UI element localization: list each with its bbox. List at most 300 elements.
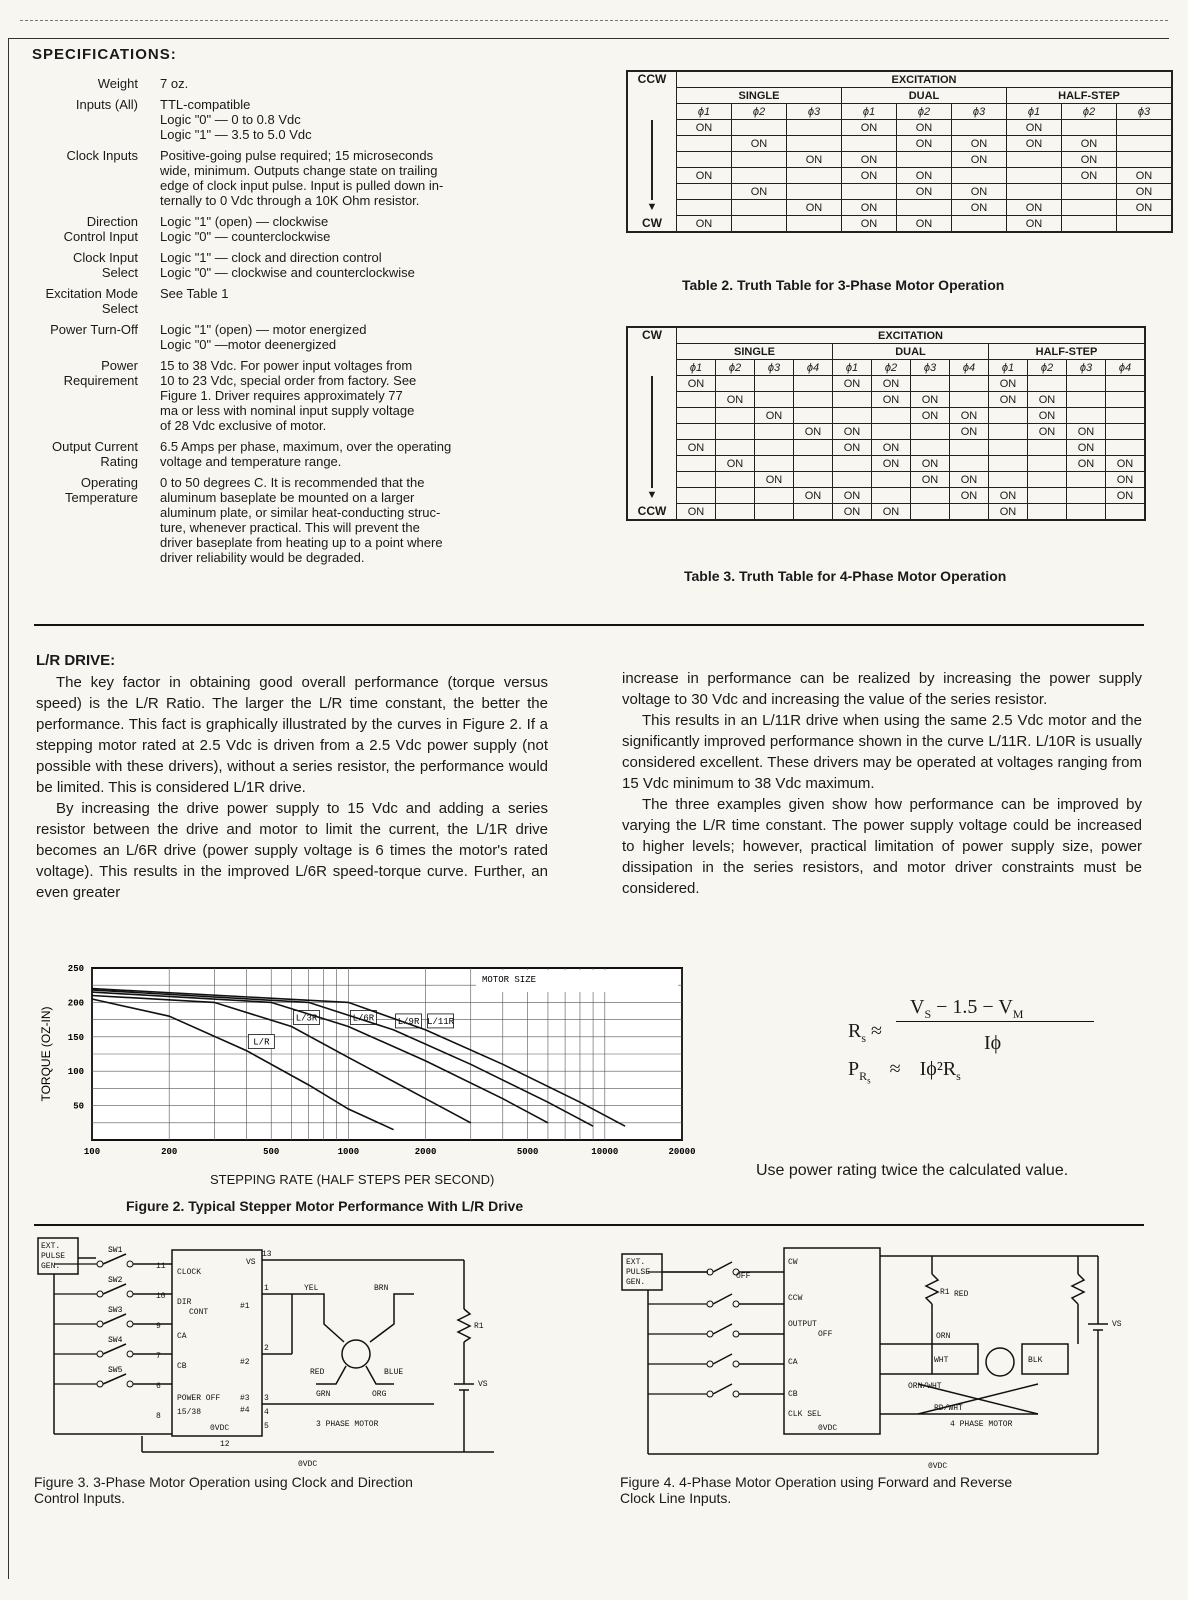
spec-value <box>160 322 590 352</box>
prs-rhs: Iϕ²R <box>919 1058 957 1080</box>
prs-rhs-sub: s <box>956 1069 961 1083</box>
table-cell: ON <box>732 184 787 200</box>
table-cell: ON <box>1106 472 1146 488</box>
table-cell <box>787 216 842 233</box>
spec-row <box>30 358 590 433</box>
table-cell <box>1067 376 1106 392</box>
chart-x-axis-label: STEPPING RATE (HALF STEPS PER SECOND) <box>210 1172 495 1187</box>
resistor-label: R1 <box>474 1322 484 1331</box>
spec-value-line: ternally to 0 Vdc through a 10K Ohm resistor. <box>160 193 420 208</box>
table-direction-bottom: CW <box>627 216 677 233</box>
table-cell: ON <box>952 152 1007 168</box>
table-cell <box>677 136 732 152</box>
table-cell: ON <box>897 136 952 152</box>
prs-formula <box>848 1058 961 1085</box>
fraction-bar <box>896 1021 1094 1022</box>
spec-value-line: 7 oz. <box>160 76 189 91</box>
table-cell: ON <box>794 488 833 504</box>
resistor4-label: R1 <box>940 1288 950 1297</box>
legend-header: MOTOR SIZE <box>482 975 537 985</box>
spec-value-line: 10 to 23 Vdc, special order from factory. See <box>160 373 417 388</box>
table-cell: ON <box>677 216 732 233</box>
table-cell <box>872 472 911 488</box>
table-cell: ON <box>872 376 911 392</box>
table-row <box>627 440 1145 456</box>
table-cell: ON <box>1106 456 1146 472</box>
spec-label <box>30 76 160 91</box>
block-clock: CLOCK <box>177 1268 202 1277</box>
switch4-contact <box>707 1391 713 1397</box>
spec-label-line: Clock Input <box>72 250 138 265</box>
table-cell: ON <box>989 488 1028 504</box>
block-15-38: 15/38 <box>177 1408 202 1417</box>
table-cell <box>794 376 833 392</box>
switch4-contact <box>707 1331 713 1337</box>
table-cell <box>716 408 755 424</box>
switch4-contact <box>733 1361 739 1367</box>
top-margin-line <box>20 20 1168 21</box>
spec-value <box>160 148 590 208</box>
table-cell <box>1106 376 1146 392</box>
table-phase-header: ϕ3 <box>787 104 842 120</box>
spec-row <box>30 322 590 352</box>
table-cell <box>1067 392 1106 408</box>
table-cell <box>911 424 950 440</box>
spec-label-line: Inputs (All) <box>75 97 138 112</box>
table-phase-header: ϕ3 <box>755 360 794 376</box>
table-cell: ON <box>952 184 1007 200</box>
table-row <box>627 184 1172 200</box>
spec-label-line: Control Input <box>63 229 138 244</box>
ext-label-1: EXT. <box>41 1242 61 1251</box>
table-cell <box>732 152 787 168</box>
wire-yel: YEL <box>304 1284 319 1293</box>
pin-2: 2 <box>264 1344 269 1353</box>
spec-label <box>30 358 160 433</box>
ext-label-3: GEN. <box>41 1262 61 1271</box>
rs-symbol: R <box>848 1020 862 1042</box>
supply-label: VS <box>478 1380 488 1389</box>
spec-label-line: Power <box>101 358 138 373</box>
table-cell <box>950 504 989 521</box>
table-cell <box>950 376 989 392</box>
table-cell <box>950 440 989 456</box>
table-cell <box>1106 504 1146 521</box>
switch4-contact <box>707 1301 713 1307</box>
table-cell <box>989 440 1028 456</box>
switch4-lever <box>713 1354 732 1364</box>
table-3-wrapper <box>626 326 1146 521</box>
table-direction-arrow <box>627 184 677 200</box>
power-rating-note: Use power rating twice the calculated value. <box>756 1162 1069 1179</box>
block4-ccw: CCW <box>788 1294 803 1303</box>
table-cell <box>787 184 842 200</box>
lr-drive-right-column <box>622 668 1142 899</box>
table-cell: ON <box>897 120 952 136</box>
table-phase-header: ϕ1 <box>677 360 716 376</box>
table-group-header: SINGLE <box>677 88 842 104</box>
spec-value-line: Logic "1" (open) — motor energized <box>160 322 367 337</box>
spec-label <box>30 322 160 352</box>
table-phase-row <box>627 360 1145 376</box>
table-row <box>627 456 1145 472</box>
table-row <box>627 168 1172 184</box>
spec-value-line: Figure 1. Driver requires approximately 77 <box>160 388 403 403</box>
specifications-heading: SPECIFICATIONS: <box>32 46 177 63</box>
switch4-contact <box>733 1301 739 1307</box>
x-tick-label: 5000 <box>516 1147 539 1157</box>
spec-label <box>30 148 160 208</box>
spec-label <box>30 439 160 469</box>
table-cell: ON <box>1067 456 1106 472</box>
table-cell: ON <box>911 392 950 408</box>
prs-sub: R <box>859 1069 868 1083</box>
table-direction-arrow <box>627 392 677 408</box>
table-cell <box>1028 504 1067 521</box>
table-cell <box>1028 488 1067 504</box>
table-phase-header: ϕ3 <box>911 360 950 376</box>
x-tick-label: 200 <box>161 1147 178 1157</box>
figure-4-caption-line-2: Clock Line Inputs. <box>620 1490 732 1506</box>
table-cell <box>872 488 911 504</box>
pin-ph2: #2 <box>240 1358 250 1367</box>
table-cell <box>787 136 842 152</box>
supply4-label: VS <box>1112 1320 1122 1329</box>
ext4-label-1: EXT. <box>626 1258 646 1267</box>
figure-2-caption: Figure 2. Typical Stepper Motor Performance With L/R Drive <box>126 1198 524 1214</box>
table-cell <box>716 472 755 488</box>
figure-4-caption <box>620 1474 1012 1506</box>
spec-value-line: voltage and temperature range. <box>160 454 342 469</box>
table-cell <box>950 456 989 472</box>
table-cell: ON <box>872 392 911 408</box>
table-cell <box>787 168 842 184</box>
switch4-lever <box>713 1384 732 1394</box>
table-group-header: HALF-STEP <box>989 344 1146 360</box>
spec-label-line: Operating <box>80 475 138 490</box>
table-cell <box>716 488 755 504</box>
table-direction-bottom: CCW <box>627 504 677 521</box>
table-phase-header: ϕ4 <box>794 360 833 376</box>
switch-contact <box>97 1261 103 1267</box>
table-cell: ON <box>833 488 872 504</box>
spec-value-line: Logic "1" — 3.5 to 5.0 Vdc <box>160 127 312 142</box>
table-cell <box>677 456 716 472</box>
wire-blue: BLUE <box>384 1368 404 1377</box>
table-cell: ON <box>1067 424 1106 440</box>
spec-label <box>30 475 160 565</box>
block-vs: VS <box>246 1258 256 1267</box>
pin-12: 12 <box>220 1440 230 1449</box>
lr-drive-left-column <box>36 672 548 903</box>
pin-13: 13 <box>262 1250 272 1259</box>
table-row <box>627 136 1172 152</box>
switch-label: SW3 <box>108 1306 123 1315</box>
lr-paragraph-4: This results in an L/11R drive when using the same 2.5 Vdc motor and the significantly improved performance shown in the curve L/11R. L/10R is usually considered excellent. These drivers may be operated at voltages ranging from 15 Vdc minimum to 38 Vdc maximum. <box>622 712 1142 792</box>
table-cell: ON <box>1067 440 1106 456</box>
switch-contact <box>97 1381 103 1387</box>
table-cell <box>833 408 872 424</box>
pin-9: 9 <box>156 1322 161 1331</box>
table-cell <box>872 408 911 424</box>
rs-approx: ≈ <box>871 1020 882 1042</box>
spec-label <box>30 97 160 142</box>
pin-ph3: #3 <box>240 1394 250 1403</box>
table-cell <box>732 200 787 216</box>
table-cell <box>677 392 716 408</box>
table-cell <box>1106 424 1146 440</box>
table-cell: ON <box>1007 120 1062 136</box>
table-cell <box>716 504 755 521</box>
spec-value-line: aluminum baseplate be mounted on a larger <box>160 490 415 505</box>
ext-label-2: PULSE <box>41 1252 66 1261</box>
table-3-truth-table <box>626 326 1146 521</box>
table-cell: ON <box>950 424 989 440</box>
table-direction-arrow <box>627 168 677 184</box>
table-phase-header: ϕ1 <box>677 104 732 120</box>
spec-value-line: driver reliability would be degraded. <box>160 550 365 565</box>
table-group-header: SINGLE <box>677 344 833 360</box>
pin-4: 4 <box>264 1408 269 1417</box>
wire4-orn-wht: ORN/WHT <box>908 1382 942 1391</box>
block-power-off: POWER OFF <box>177 1394 221 1403</box>
wire-org: ORG <box>372 1390 387 1399</box>
table-cell: ON <box>755 472 794 488</box>
series-label: L/11R <box>427 1016 455 1027</box>
table-cell <box>787 120 842 136</box>
table-cell <box>833 472 872 488</box>
wire-red: RED <box>310 1368 325 1377</box>
lr-paragraph-2: By increasing the drive power supply to 15 Vdc and adding a series resistor between the drive and motor to limit the current, the L/1R drive becomes an L/6R drive (power supply voltage is 6 times the motor's rated voltage). This results in the improved L/6R speed-torque curve. Further, an even greater <box>36 800 548 901</box>
table-direction-arrow <box>627 136 677 152</box>
table-row <box>627 408 1145 424</box>
wire-brn: BRN <box>374 1284 389 1293</box>
table-cell: ON <box>677 168 732 184</box>
numerator-s: S <box>924 1007 932 1021</box>
table-cell: ON <box>950 472 989 488</box>
table-cell <box>732 168 787 184</box>
switch-lever <box>103 1254 126 1264</box>
spec-label <box>30 286 160 316</box>
table-row <box>627 472 1145 488</box>
x-tick-label: 2000 <box>414 1147 437 1157</box>
driver-block-4 <box>784 1248 880 1434</box>
numerator-mid: − 1.5 − V <box>931 996 1013 1018</box>
pin-11: 11 <box>156 1262 166 1271</box>
pin-1: 1 <box>264 1284 269 1293</box>
table-cell: ON <box>842 152 897 168</box>
switch-lever <box>103 1314 126 1324</box>
table-cell: ON <box>989 392 1028 408</box>
block4-ca: CA <box>788 1358 798 1367</box>
table-cell <box>1106 408 1146 424</box>
table-cell: ON <box>1028 408 1067 424</box>
spec-value-line: TTL-compatible <box>160 97 251 112</box>
switch4-off: OFF <box>736 1272 751 1281</box>
table-cell <box>1062 184 1117 200</box>
switch-label: SW1 <box>108 1246 123 1255</box>
table-cell <box>1067 408 1106 424</box>
spec-label <box>30 250 160 280</box>
table-direction-arrow <box>627 152 677 168</box>
spec-value-line: 6.5 Amps per phase, maximum, over the operating <box>160 439 452 454</box>
spec-value <box>160 214 590 244</box>
table-cell: ON <box>833 440 872 456</box>
spec-label-line: Rating <box>100 454 138 469</box>
table-cell: ON <box>950 408 989 424</box>
table-cell <box>911 440 950 456</box>
table-cell <box>677 152 732 168</box>
table-cell: ON <box>1062 152 1117 168</box>
table-phase-header: ϕ2 <box>872 360 911 376</box>
table-direction-top: CW <box>627 327 677 376</box>
block-dir: DIR <box>177 1298 192 1307</box>
spec-value <box>160 439 590 469</box>
x-tick-label: 500 <box>263 1147 280 1157</box>
table-cell: ON <box>989 376 1028 392</box>
table-cell: ON <box>833 376 872 392</box>
table-cell <box>755 392 794 408</box>
table-cell: ON <box>950 488 989 504</box>
table-cell <box>1106 392 1146 408</box>
table-cell <box>1067 488 1106 504</box>
table-direction-arrow <box>627 376 677 392</box>
spec-label-line: Requirement <box>63 373 138 388</box>
table-cell <box>989 408 1028 424</box>
spec-value-line: aluminum plate, or similar heat-conducting struc- <box>160 505 441 520</box>
lr-drive-heading: L/R DRIVE: <box>36 652 116 669</box>
table-3-caption: Table 3. Truth Table for 4-Phase Motor Operation <box>684 568 1007 584</box>
spec-value-line: Logic "0" — clockwise and counterclockwise <box>160 265 415 280</box>
switch-contact <box>97 1351 103 1357</box>
table-row <box>627 392 1145 408</box>
table-cell <box>794 456 833 472</box>
table-cell <box>1007 152 1062 168</box>
table-phase-header: ϕ1 <box>833 360 872 376</box>
table-cell <box>911 488 950 504</box>
table-group-header: DUAL <box>842 88 1007 104</box>
table-cell: ON <box>842 120 897 136</box>
spec-row <box>30 250 590 280</box>
table-cell <box>1007 184 1062 200</box>
y-tick-label: 200 <box>67 998 84 1009</box>
spec-row <box>30 76 590 91</box>
rs-denominator: Iϕ <box>984 1032 1002 1054</box>
spec-row <box>30 148 590 208</box>
motor4-label: 4 PHASE MOTOR <box>950 1420 1013 1429</box>
table-cell <box>716 440 755 456</box>
table-cell: ON <box>1117 200 1173 216</box>
table-cell: ON <box>842 168 897 184</box>
wire4-rd-wht: RD/WHT <box>934 1404 963 1413</box>
spec-value-line: Logic "0" — counterclockwise <box>160 229 331 244</box>
spec-value-line: edge of clock input pulse. Input is pulled down in- <box>160 178 444 193</box>
table-2-truth-table <box>626 70 1173 233</box>
rs-subscript: s <box>861 1031 867 1045</box>
switch4-lever <box>713 1262 732 1272</box>
table-phase-header: ϕ2 <box>897 104 952 120</box>
spec-value-line: 15 to 38 Vdc. For power input voltages from <box>160 358 413 373</box>
switch4-lever <box>713 1324 732 1334</box>
spec-value-line: Logic "1" — clock and direction control <box>160 250 382 265</box>
figure-4-caption-line-1: Figure 4. 4-Phase Motor Operation using Forward and Reverse <box>620 1474 1013 1490</box>
block-cont: CONT <box>189 1308 209 1317</box>
table-cell: ON <box>989 504 1028 521</box>
table-cell: ON <box>677 120 732 136</box>
switch-contact <box>97 1291 103 1297</box>
pin-5: 5 <box>264 1422 269 1431</box>
table-cell <box>989 456 1028 472</box>
block4-output: OUTPUT <box>788 1320 817 1329</box>
table-cell <box>677 488 716 504</box>
lr-paragraph-1: The key factor in obtaining good overall performance (torque versus speed) is the L/R Ratio. The larger the L/R time constant, the better the performance. This fact is graphically illustrated by the curves in Figure 2. If a stepping motor rated at 2.5 Vdc is driven from a 2.5 Vdc power supply (not possible with these drivers), without a series resistor, the performance would be limited. This is considered L/1R drive. <box>36 674 548 796</box>
pin-ph4: #4 <box>240 1406 250 1415</box>
switch-label: SW5 <box>108 1366 123 1375</box>
lr-paragraph-3: increase in performance can be realized by increasing the power supply voltage to 30 Vdc and increasing the value of the series resistor. <box>622 670 1142 708</box>
pin-6: 6 <box>156 1382 161 1391</box>
block4-clk-sel: CLK SEL <box>788 1410 822 1419</box>
switch-lever <box>103 1374 126 1384</box>
switch-contact <box>97 1321 103 1327</box>
table-cell <box>716 424 755 440</box>
spec-value <box>160 286 590 316</box>
table-cell <box>842 184 897 200</box>
spec-row <box>30 475 590 565</box>
table-phase-header: ϕ3 <box>1117 104 1173 120</box>
table-cell: ON <box>787 200 842 216</box>
wire4-red: RED <box>954 1290 969 1299</box>
table-cell: ON <box>833 504 872 521</box>
table-cell: ON <box>897 216 952 233</box>
spec-row <box>30 439 590 469</box>
switch4-contact <box>733 1331 739 1337</box>
table-group-row <box>627 344 1145 360</box>
spec-row <box>30 214 590 244</box>
table-direction-arrow <box>627 440 677 456</box>
table-cell <box>872 424 911 440</box>
switch4-lever <box>713 1294 732 1304</box>
x-tick-label: 100 <box>83 1147 101 1157</box>
wire4-blk: BLK <box>1028 1356 1043 1365</box>
table-cell <box>952 120 1007 136</box>
prs-subsub: s <box>867 1075 871 1086</box>
table-cell: ON <box>1117 168 1173 184</box>
table-2-wrapper <box>626 70 1173 233</box>
table-cell <box>1062 120 1117 136</box>
table-cell: ON <box>1028 424 1067 440</box>
figure-3-caption <box>34 1474 413 1506</box>
table-cell <box>755 376 794 392</box>
table-cell: ON <box>1007 216 1062 233</box>
table-cell <box>755 424 794 440</box>
x-tick-label: 1000 <box>337 1147 360 1157</box>
pin-10: 10 <box>156 1292 166 1301</box>
series-label: L/9R <box>397 1016 420 1027</box>
table-cell <box>1028 440 1067 456</box>
table-cell: ON <box>1106 488 1146 504</box>
prs-symbol: P <box>848 1058 860 1080</box>
table-row <box>627 152 1172 168</box>
spec-label-line: Weight <box>97 76 138 91</box>
table-cell <box>842 136 897 152</box>
figure-2-chart <box>36 960 696 1200</box>
table-phase-header: ϕ4 <box>1106 360 1146 376</box>
spec-label-line: Excitation Mode <box>45 286 138 301</box>
table-header-row <box>627 71 1172 88</box>
table-cell <box>833 456 872 472</box>
table-cell <box>897 200 952 216</box>
table-phase-header: ϕ1 <box>989 360 1028 376</box>
